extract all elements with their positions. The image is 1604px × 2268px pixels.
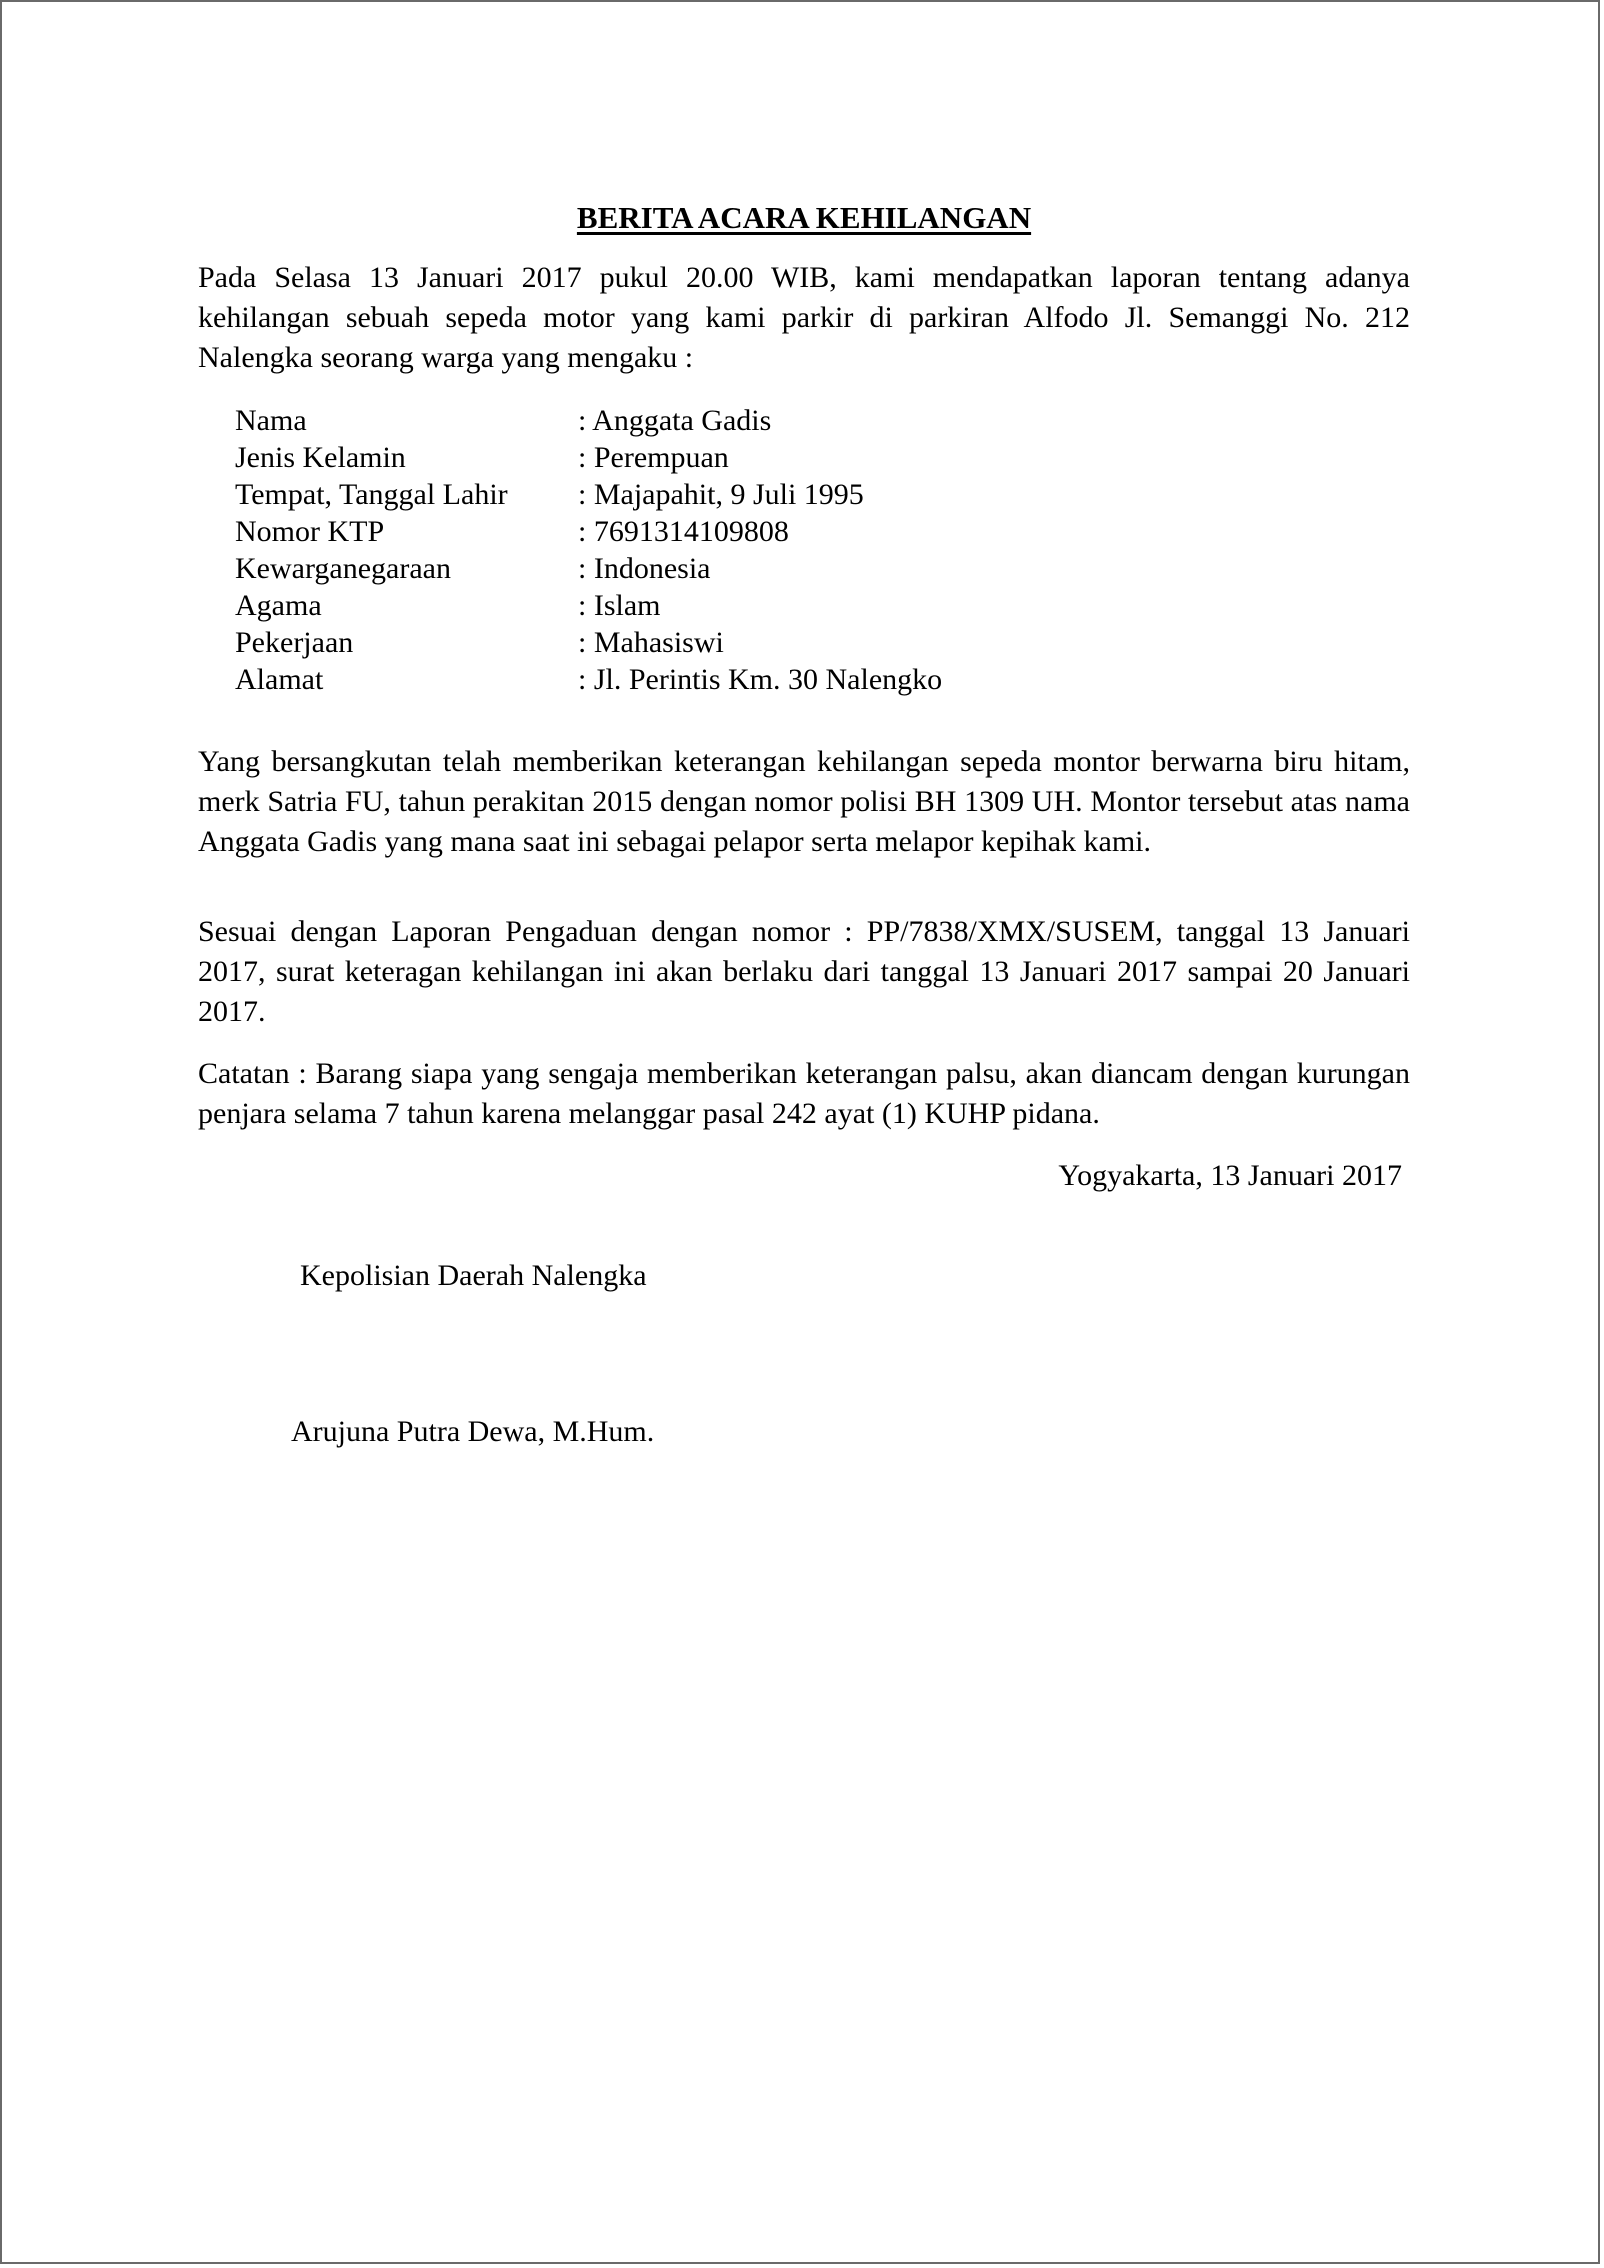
- identity-label: Nama: [235, 404, 307, 437]
- identity-value: : Islam: [578, 589, 661, 622]
- identity-value: : Anggata Gadis: [578, 404, 772, 437]
- institution-name: Kepolisian Daerah Nalengka: [300, 1259, 647, 1292]
- identity-label: Tempat, Tanggal Lahir: [235, 478, 508, 511]
- identity-row: [235, 661, 1135, 698]
- document-title: BERITA ACARA KEHILANGAN: [576, 200, 1032, 235]
- identity-row: [235, 624, 1135, 661]
- identity-row: [235, 476, 1135, 513]
- identity-value: : 7691314109808: [578, 515, 789, 548]
- identity-table: [235, 402, 1135, 698]
- identity-row: [235, 439, 1135, 476]
- identity-value: : Majapahit, 9 Juli 1995: [578, 478, 864, 511]
- identity-row: [235, 402, 1135, 439]
- place-date: Yogyakarta, 13 Januari 2017: [1058, 1159, 1402, 1192]
- identity-row: [235, 513, 1135, 550]
- signatory-name: Arujuna Putra Dewa, M.Hum.: [291, 1415, 655, 1448]
- identity-value: : Indonesia: [578, 552, 711, 585]
- note-paragraph: Catatan : Barang siapa yang sengaja memberikan keterangan palsu, akan diancam dengan kurungan penjara selama 7 tahun karena melanggar pasal 242 ayat (1) KUHP pidana.: [198, 1057, 1410, 1130]
- identity-label: Pekerjaan: [235, 626, 354, 659]
- identity-label: Alamat: [235, 663, 324, 696]
- identity-row: [235, 550, 1135, 587]
- identity-label: Agama: [235, 589, 322, 622]
- identity-label: Kewarganegaraan: [235, 552, 451, 585]
- identity-value: : Jl. Perintis Km. 30 Nalengko: [578, 663, 943, 696]
- identity-label: Jenis Kelamin: [235, 441, 406, 474]
- identity-value: : Mahasiswi: [578, 626, 724, 659]
- validity-paragraph: Sesuai dengan Laporan Pengaduan dengan nomor : PP/7838/XMX/SUSEM, tanggal 13 Januari 2017, surat keteragan kehilangan ini akan berlaku dari tanggal 13 Januari 2017 sampai 20 Januari 2017.: [198, 915, 1410, 1028]
- intro-paragraph: Pada Selasa 13 Januari 2017 pukul 20.00 WIB, kami mendapatkan laporan tentang adanya kehilangan sebuah sepeda motor yang kami parkir di parkiran Alfodo Jl. Semanggi No. 212 Nalengka seorang warga yang mengaku :: [198, 261, 1410, 374]
- identity-label: Nomor KTP: [235, 515, 385, 548]
- identity-row: [235, 587, 1135, 624]
- identity-value: : Perempuan: [578, 441, 729, 474]
- statement-paragraph: Yang bersangkutan telah memberikan keterangan kehilangan sepeda montor berwarna biru hitam, merk Satria FU, tahun perakitan 2015 dengan nomor polisi BH 1309 UH. Montor tersebut atas nama Anggata Gadis yang mana saat ini sebagai pelapor serta melapor kepihak kami.: [198, 745, 1410, 858]
